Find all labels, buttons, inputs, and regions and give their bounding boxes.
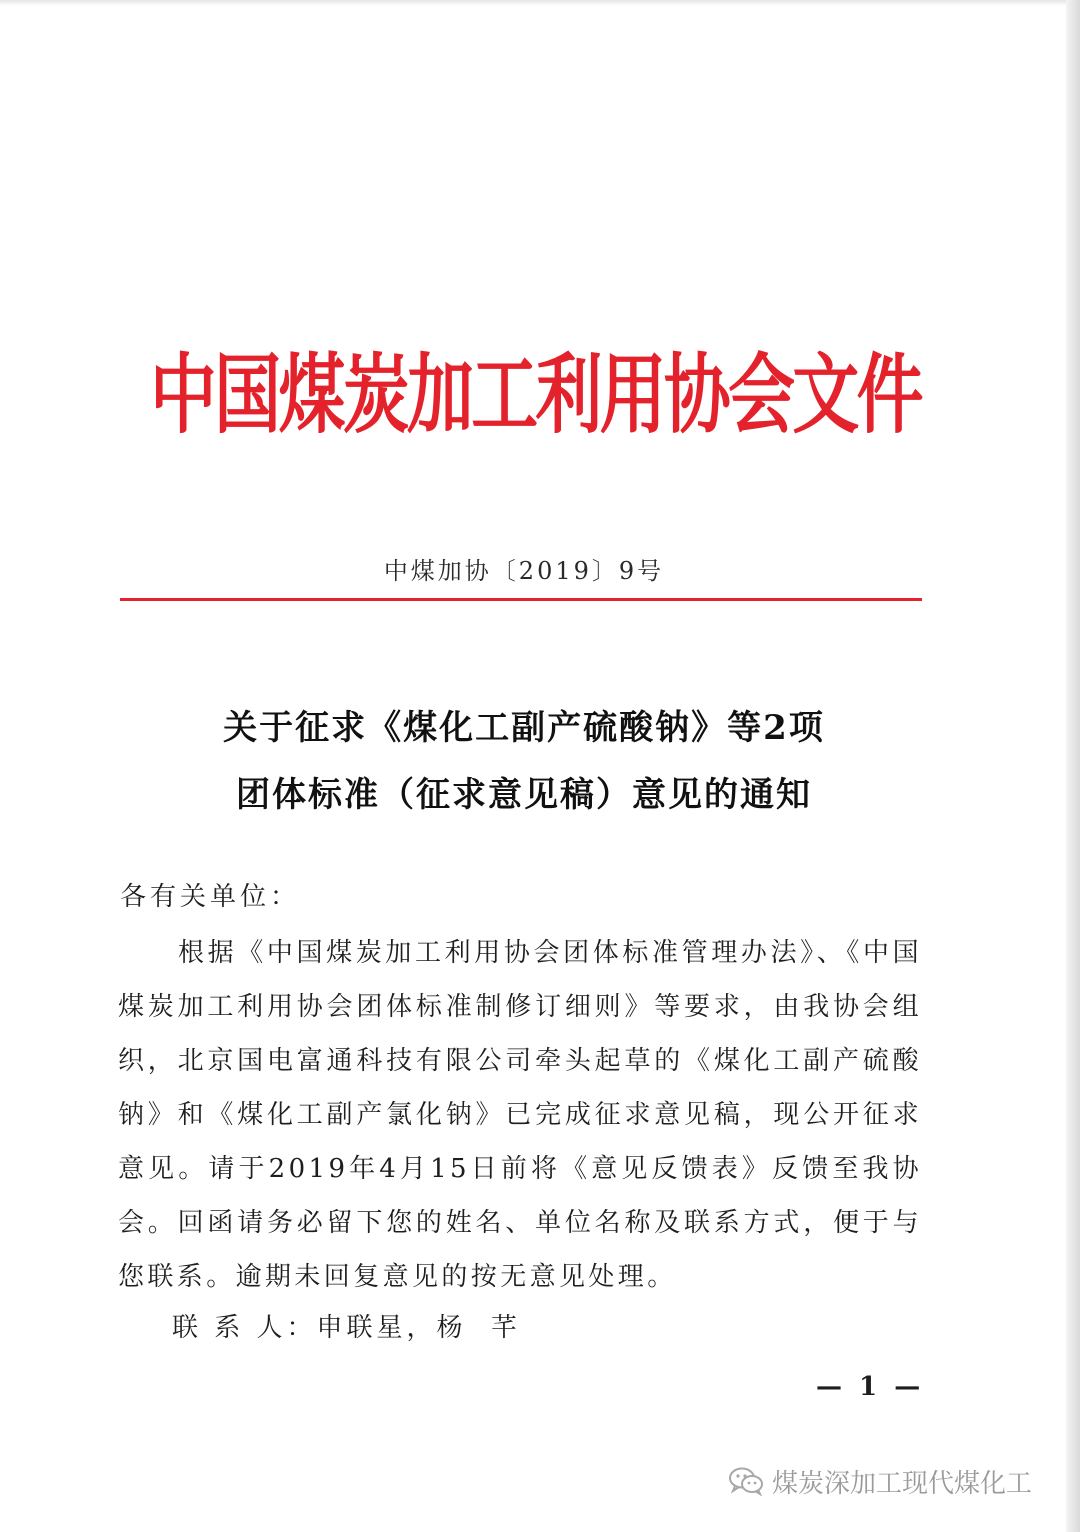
notice-title-line-1: 关于征求《煤化工副产硫酸钠》等2项: [223, 708, 825, 748]
page-edge: [0, 0, 1080, 6]
salutation: 各有关单位：: [120, 882, 301, 912]
watermark-text: 煤炭深加工现代煤化工: [772, 1468, 1033, 1499]
contact-person: 联 系 人：申联星，杨 芊: [172, 1313, 522, 1343]
notice-body: 根据《中国煤炭加工利用协会团体标准管理办法》、《中国煤炭加工利用协会团体标准制修订细则》等要求，由我协会组织，北京国电富通科技有限公司牵头起草的《煤化工副产硫酸钠》和《煤化工副产氯化钠》已完成征求意见稿，现公开征求意见。请于2019年4月15日前将《意见反馈表》反馈至我协会。回函请务必留下您的姓名、单位名称及联系方式，便于与您联系。逾期未回复意见的按无意见处理。: [118, 938, 922, 1292]
page-number: — 1 —: [816, 1372, 925, 1402]
notice-title-line-2: 团体标准（征求意见稿）意见的通知: [236, 775, 812, 815]
red-divider: [120, 598, 922, 601]
page-edge: [1066, 0, 1080, 1532]
wechat-watermark: [728, 1461, 1032, 1501]
issuer-masthead: 中国煤炭加工利用协会文件: [150, 343, 921, 446]
document-number: 中煤加协〔2019〕9号: [383, 557, 665, 585]
wechat-icon: [728, 1466, 764, 1496]
